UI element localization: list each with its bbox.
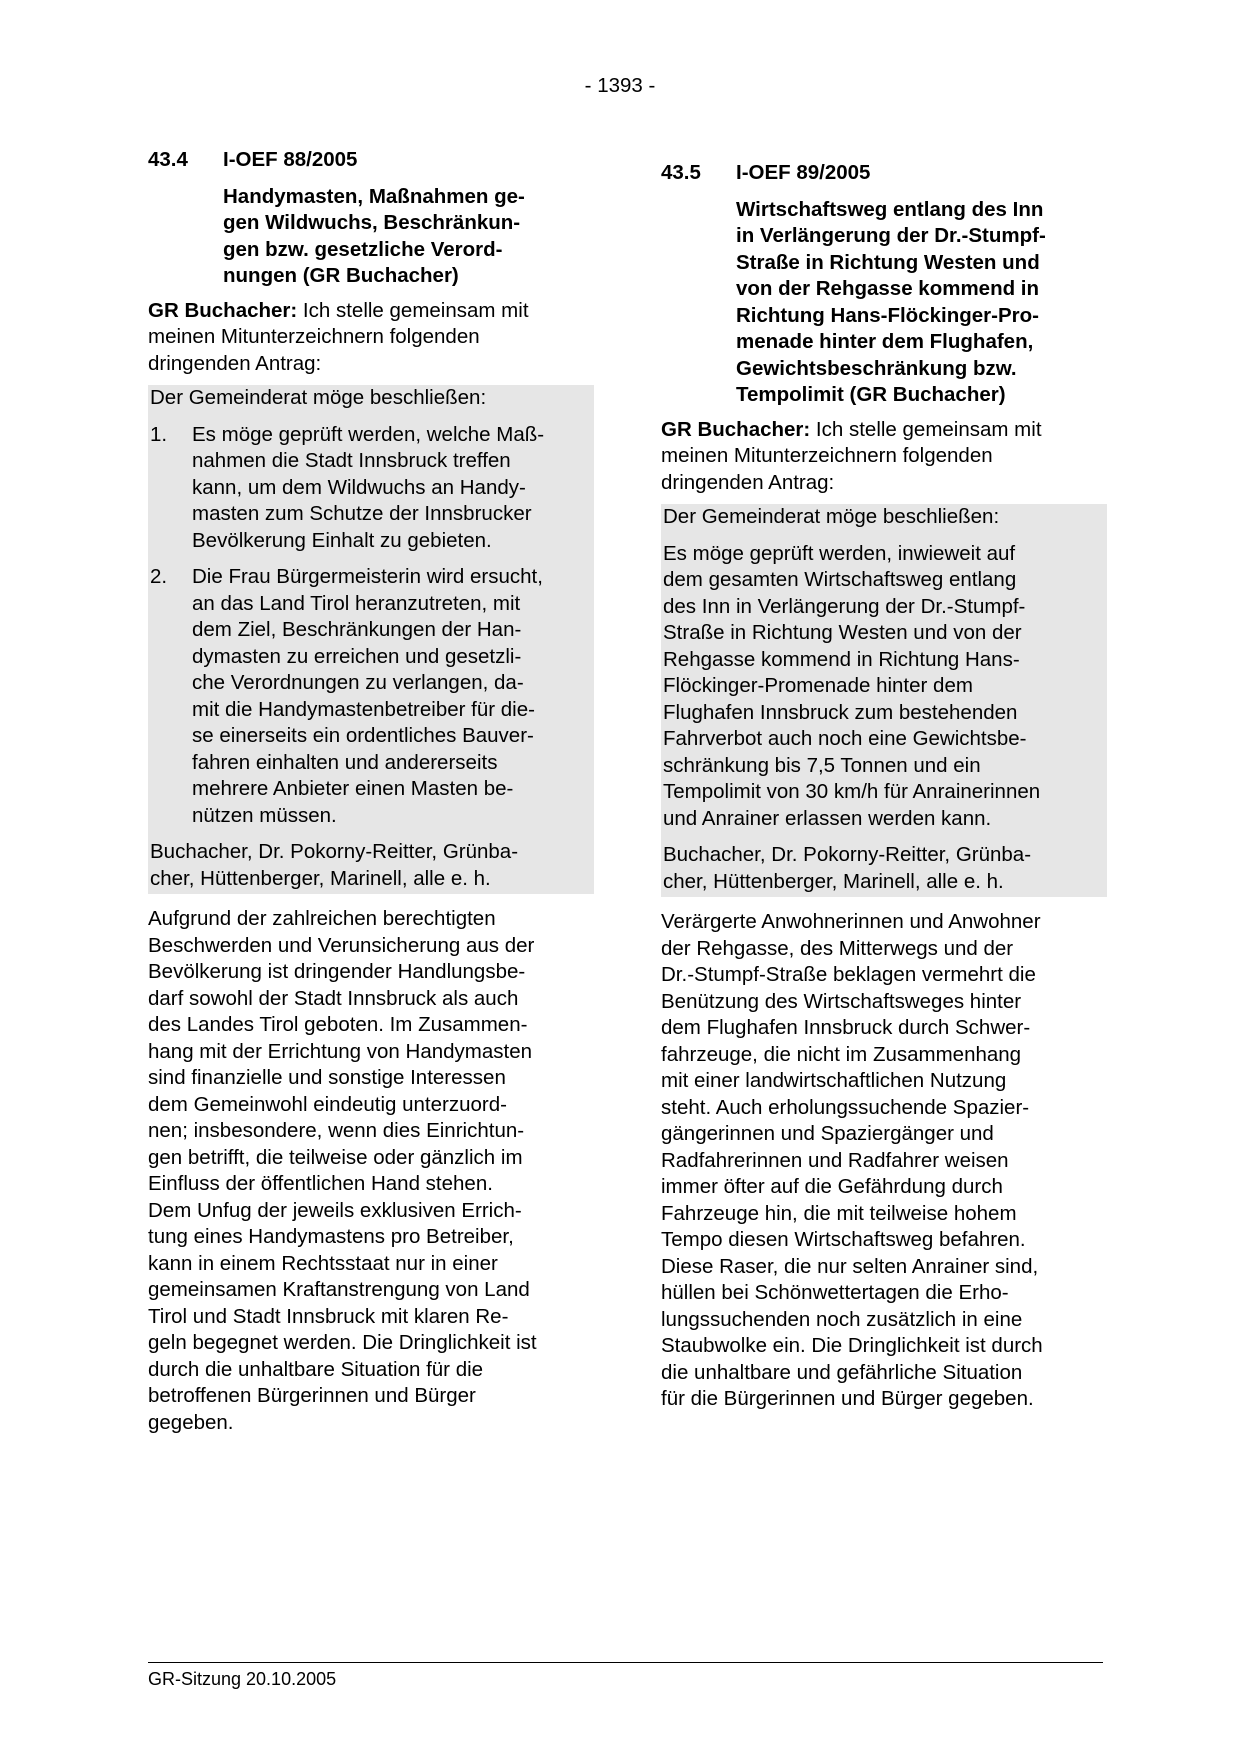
item-code: I-OEF 89/2005 xyxy=(736,161,871,184)
text-line: Dem Unfug der jeweils exklusiven Errich- xyxy=(148,1198,522,1222)
text-line: Tempo diesen Wirtschaftsweg befahren. xyxy=(661,1228,1026,1251)
text-line: mit einer landwirtschaftlichen Nutzung xyxy=(661,1069,1007,1092)
title-line: in Verlängerung der Dr.-Stumpf- xyxy=(736,224,1046,247)
text-line: geln begegnet werden. Die Dringlichkeit ist xyxy=(148,1331,537,1354)
text-line: Es möge geprüft werden, welche Maß- xyxy=(192,422,545,446)
list-number: 1. xyxy=(150,422,168,446)
text-line: Tempolimit von 30 km/h für Anrainerinnen xyxy=(663,780,1041,803)
title-line: Handymasten, Maßnahmen ge- xyxy=(223,184,525,208)
text-line: Benützung des Wirtschaftsweges hinter xyxy=(661,989,1022,1013)
item-heading xyxy=(148,147,594,174)
lead-line: dringenden Antrag: xyxy=(148,351,322,375)
text-line: betroffenen Bürgerinnen und Bürger xyxy=(148,1384,476,1407)
text-line: nützen müssen. xyxy=(192,803,337,827)
title-line: Tempolimit (GR Buchacher) xyxy=(736,383,1006,406)
text-line: Es möge geprüft werden, inwieweit auf xyxy=(663,541,1016,565)
text-line: mehrere Anbieter einen Masten be- xyxy=(192,777,514,800)
motion-box xyxy=(148,385,594,894)
page-number: - 1393 - xyxy=(584,74,656,97)
motion-list-item xyxy=(150,564,592,829)
text-line: an das Land Tirol heranzutreten, mit xyxy=(192,591,521,615)
text-line: fahrzeuge, die nicht im Zusammenhang xyxy=(661,1042,1022,1066)
text-line: darf sowohl der Stadt Innsbruck als auch xyxy=(148,986,519,1010)
text-line: Buchacher, Dr. Pokorny-Reitter, Grünba- xyxy=(663,843,1032,866)
text-line: Bevölkerung ist dringender Handlungsbe- xyxy=(148,960,526,983)
text-line: Fahrzeuge hin, die mit teilweise hohem xyxy=(661,1201,1017,1225)
text-line: dem Flughafen Innsbruck durch Schwer- xyxy=(661,1016,1031,1039)
lead-line: Ich stelle gemeinsam mit xyxy=(810,417,1042,441)
lead-line: meinen Mitunterzeichnern folgenden xyxy=(148,325,480,348)
agenda-item-43-5 xyxy=(661,160,1107,1413)
text-line: Fahrverbot auch noch eine Gewichtsbe- xyxy=(663,727,1027,750)
item-heading xyxy=(661,160,1107,187)
signatories xyxy=(150,839,592,894)
text-line: hüllen bei Schönwettertagen die Erho- xyxy=(661,1281,1009,1304)
text-line: gegeben. xyxy=(148,1410,234,1434)
text-line: steht. Auch erholungssuchende Spazier- xyxy=(661,1095,1030,1119)
text-line: gängerinnen und Spaziergänger und xyxy=(661,1122,994,1145)
text-line: sind finanzielle und sonstige Interessen xyxy=(148,1066,506,1089)
lead-line: meinen Mitunterzeichnern folgenden xyxy=(661,444,993,467)
footer-text: GR-Sitzung 20.10.2005 xyxy=(148,1669,337,1689)
title-line: Richtung Hans-Flöckinger-Pro- xyxy=(736,303,1039,327)
text-line: Tirol und Stadt Innsbruck mit klaren Re- xyxy=(148,1304,509,1328)
text-line: hang mit der Errichtung von Handymasten xyxy=(148,1039,533,1063)
lead-line: Ich stelle gemeinsam mit xyxy=(297,298,529,322)
title-line: Straße in Richtung Westen und xyxy=(736,250,1040,274)
text-line: schränkung bis 7,5 Tonnen und ein xyxy=(663,753,981,777)
motion-box xyxy=(661,504,1107,897)
text-line: Buchacher, Dr. Pokorny-Reitter, Grünba- xyxy=(150,840,519,863)
text-line: gemeinsamen Kraftanstrengung von Land xyxy=(148,1278,530,1301)
title-line: Gewichtsbeschränkung bzw. xyxy=(736,356,1017,380)
text-line: Staubwolke ein. Die Dringlichkeit ist durch xyxy=(661,1334,1043,1357)
text-line: Flughafen Innsbruck zum bestehenden xyxy=(663,700,1018,724)
list-text xyxy=(192,564,592,829)
motion-list-item xyxy=(150,422,592,555)
text-line: fahren einhalten und andererseits xyxy=(192,750,498,774)
text-line: des Inn in Verlängerung der Dr.-Stumpf- xyxy=(663,594,1026,618)
title-line: von der Rehgasse kommend in xyxy=(736,277,1040,300)
text-line: der Rehgasse, des Mitterwegs und der xyxy=(661,936,1014,960)
title-line: menade hinter dem Flughafen, xyxy=(736,330,1034,353)
text-line: cher, Hüttenberger, Marinell, alle e. h. xyxy=(663,869,1004,893)
text-line: des Landes Tirol geboten. Im Zusammen- xyxy=(148,1013,528,1036)
motion-intro: Der Gemeinderat möge beschließen: xyxy=(663,505,1000,528)
text-line: immer öfter auf die Gefährdung durch xyxy=(661,1175,1003,1198)
motion-list xyxy=(150,422,592,830)
text-line: masten zum Schutze der Innsbrucker xyxy=(192,502,532,525)
motion-text xyxy=(663,541,1105,833)
text-line: Flöckinger-Promenade hinter dem xyxy=(663,674,973,697)
item-title xyxy=(223,184,594,290)
title-line: gen bzw. gesetzliche Verord- xyxy=(223,237,503,261)
title-line: Wirtschaftsweg entlang des Inn xyxy=(736,197,1044,221)
speaker-name: GR Buchacher: xyxy=(661,417,811,441)
text-line: Die Frau Bürgermeisterin wird ersucht, xyxy=(192,565,543,588)
text-line: nahmen die Stadt Innsbruck treffen xyxy=(192,449,511,472)
text-line: für die Bürgerinnen und Bürger gegeben. xyxy=(661,1387,1034,1410)
text-line: Dr.-Stumpf-Straße beklagen vermehrt die xyxy=(661,963,1036,986)
text-line: Straße in Richtung Westen und von der xyxy=(663,621,1022,644)
lead-paragraph xyxy=(148,298,594,378)
justification-text xyxy=(148,906,594,1436)
justification-text xyxy=(661,909,1107,1413)
text-line: dem Gemeinwohl eindeutig unterzuord- xyxy=(148,1092,507,1116)
lead-line: dringenden Antrag: xyxy=(661,470,835,494)
text-line: Verärgerte Anwohnerinnen und Anwohner xyxy=(661,910,1041,933)
text-line: cher, Hüttenberger, Marinell, alle e. h. xyxy=(150,866,491,890)
text-line: Bevölkerung Einhalt zu gebieten. xyxy=(192,528,492,552)
text-line: dem Ziel, Beschränkungen der Han- xyxy=(192,618,522,641)
item-number: 43.4 xyxy=(148,148,188,171)
motion-intro: Der Gemeinderat möge beschließen: xyxy=(150,386,487,409)
text-line: se einerseits ein ordentliches Bauver- xyxy=(192,724,534,747)
speaker-name: GR Buchacher: xyxy=(148,298,298,322)
text-line: die unhaltbare und gefährliche Situation xyxy=(661,1360,1023,1384)
text-line: Radfahrerinnen und Radfahrer weisen xyxy=(661,1148,1009,1172)
title-line: gen Wildwuchs, Beschränkun- xyxy=(223,211,521,234)
text-line: Beschwerden und Verunsicherung aus der xyxy=(148,933,535,957)
list-number: 2. xyxy=(150,565,168,588)
text-line: kann in einem Rechtsstaat nur in einer xyxy=(148,1251,498,1275)
text-line: nen; insbesondere, wenn dies Einrichtun- xyxy=(148,1119,525,1142)
item-title xyxy=(736,197,1107,409)
text-line: mit die Handymastenbetreiber für die- xyxy=(192,697,535,721)
text-line: Einfluss der öffentlichen Hand stehen. xyxy=(148,1172,493,1195)
text-line: Aufgrund der zahlreichen berechtigten xyxy=(148,907,496,930)
text-line: kann, um dem Wildwuchs an Handy- xyxy=(192,475,526,499)
text-line: durch die unhaltbare Situation für die xyxy=(148,1357,484,1381)
list-text xyxy=(192,422,592,555)
text-line: che Verordnungen zu verlangen, da- xyxy=(192,671,524,694)
footer-divider xyxy=(148,1662,1103,1663)
title-line: nungen (GR Buchacher) xyxy=(223,264,459,287)
text-line: und Anrainer erlassen werden kann. xyxy=(663,806,992,830)
text-line: Diese Raser, die nur selten Anrainer sind, xyxy=(661,1254,1039,1278)
text-line: dymasten zu erreichen und gesetzli- xyxy=(192,644,522,668)
item-number: 43.5 xyxy=(661,161,701,184)
signatories xyxy=(663,842,1105,897)
text-line: Rehgasse kommend in Richtung Hans- xyxy=(663,647,1020,671)
text-line: lungssuchenden noch zusätzlich in eine xyxy=(661,1307,1023,1331)
text-line: dem gesamten Wirtschaftsweg entlang xyxy=(663,568,1017,591)
text-line: tung eines Handymastens pro Betreiber, xyxy=(148,1225,514,1248)
agenda-item-43-4 xyxy=(148,147,594,1436)
text-line: gen betrifft, die teilweise oder gänzlich im xyxy=(148,1145,523,1169)
item-code: I-OEF 88/2005 xyxy=(223,148,358,171)
lead-paragraph xyxy=(661,417,1107,497)
